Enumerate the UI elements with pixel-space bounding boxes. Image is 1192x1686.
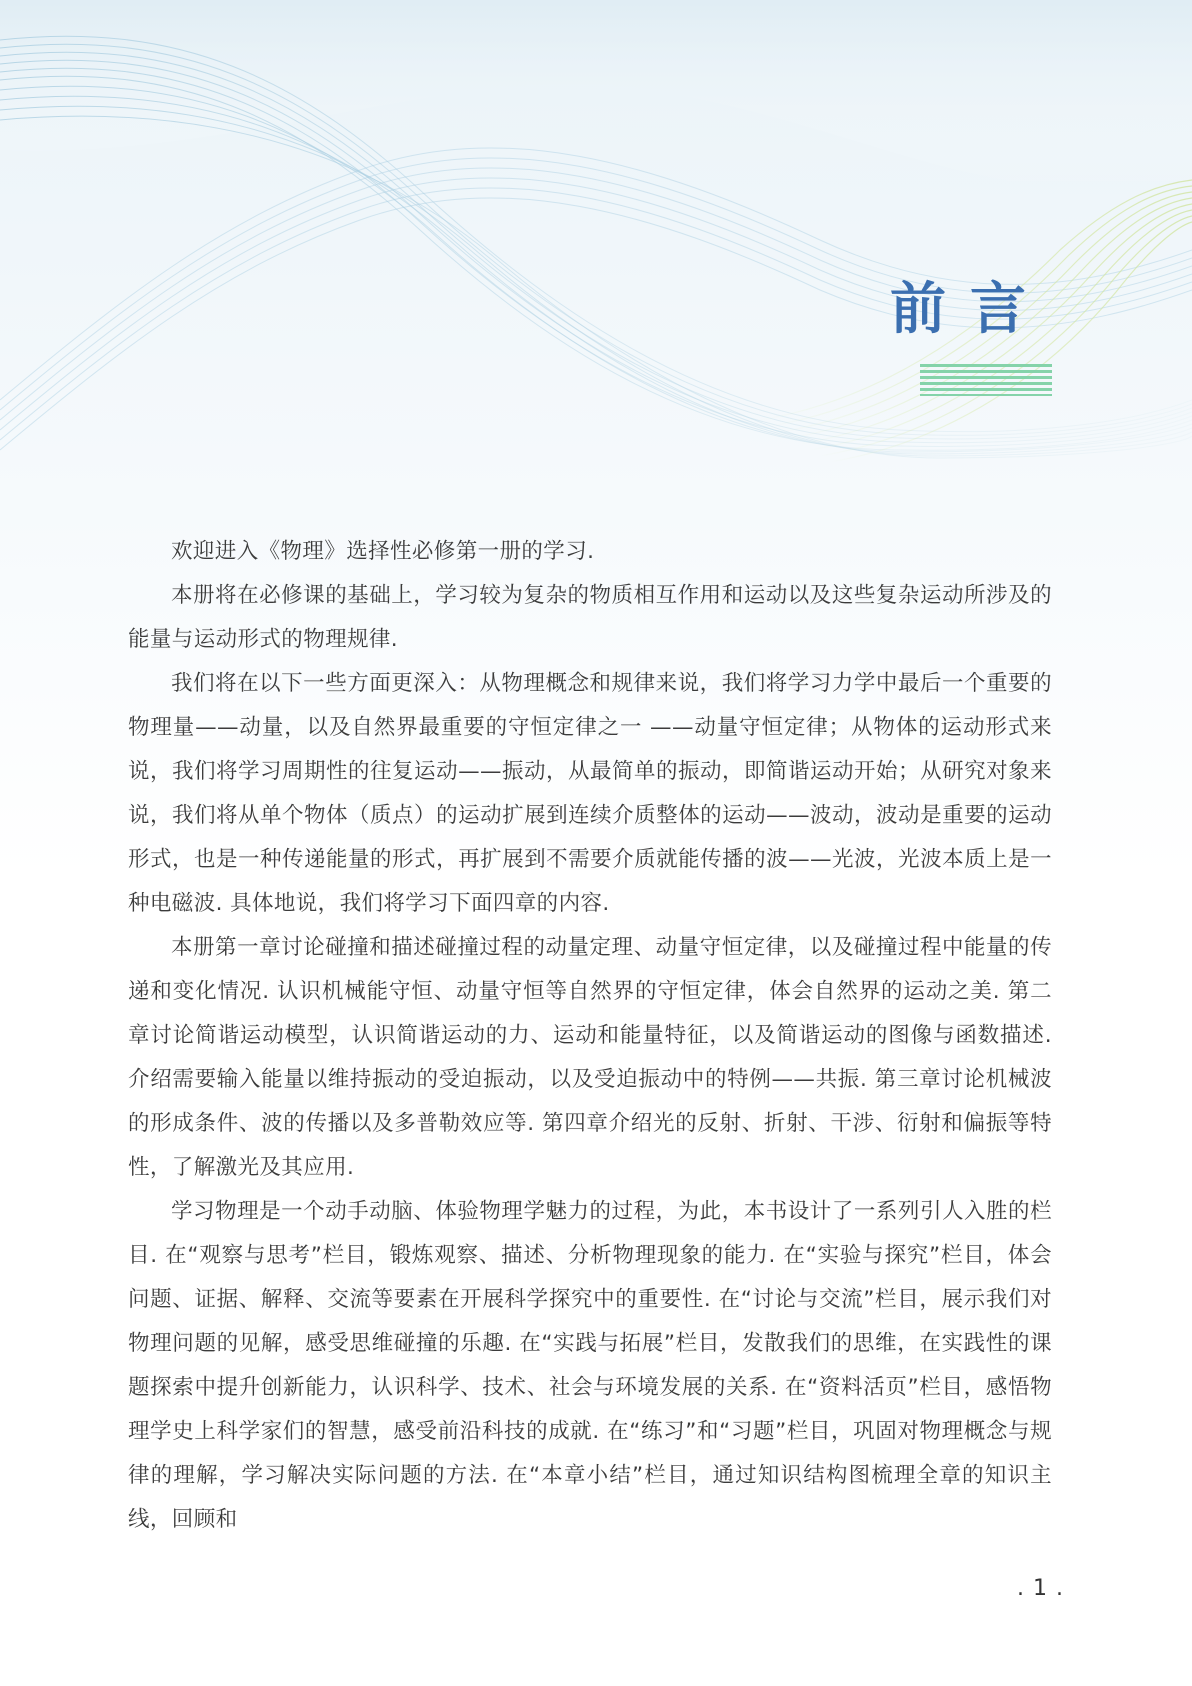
paragraph-3: 我们将在以下一些方面更深入：从物理概念和规律来说，我们将学习力学中最后一个重要的物理量——动量，以及自然界最重要的守恒定律之一 ——动量守恒定律；从物体的运动形式来说，我们将学习周期性的往复运动——振动，从最简单的振动，即简谐运动开始；从研究对象来说，我们将从单个物体（质点）的运动扩展到连续介质整体的运动——波动，波动是重要的运动形式，也是一种传递能量的形式，再扩展到不需要介质就能传播的波——光波，光波本质上是一种电磁波. 具体地说，我们将学习下面四章的内容. [128, 671, 1052, 916]
top-veil [0, 0, 1192, 189]
page-number: . 1 . [1017, 1576, 1064, 1601]
preface-body [128, 530, 1052, 1542]
page-title: 前言 [890, 277, 1050, 342]
paragraph-2: 本册将在必修课的基础上，学习较为复杂的物质相互作用和运动以及这些复杂运动所涉及的能量与运动形式的物理规律. [128, 583, 1052, 652]
green-stripe-bars-icon [920, 364, 1052, 396]
paragraph-5: 学习物理是一个动手动脑、体验物理学魅力的过程，为此，本书设计了一系列引人入胜的栏目. 在“观察与思考”栏目，锻炼观察、描述、分析物理现象的能力. 在“实验与探究”栏目，体会问题、证据、解释、交流等要素在开展科学探究中的重要性. 在“讨论与交流”栏目，展示我们对物理问题的见解，感受思维碰撞的乐趣. 在“实践与拓展”栏目，发散我们的思维，在实践性的课题探索中提升创新能力，认识科学、技术、社会与环境发展的关系. 在“资料活页”栏目，感悟物理学史上科学家们的智慧，感受前沿科技的成就. 在“练习”和“习题”栏目，巩固对物理概念与规律的理解，学习解决实际问题的方法. 在“本章小结”栏目，通过知识结构图梳理全章的知识主线，回顾和 [128, 1199, 1052, 1532]
paragraph-4: 本册第一章讨论碰撞和描述碰撞过程的动量定理、动量守恒定律，以及碰撞过程中能量的传递和变化情况. 认识机械能守恒、动量守恒等自然界的守恒定律，体会自然界的运动之美. 第二章讨论简谐运动模型，认识简谐运动的力、运动和能量特征，以及简谐运动的图像与函数描述. 介绍需要输入能量以维持振动的受迫振动，以及受迫振动中的特例——共振. 第三章讨论机械波的形成条件、波的传播以及多普勒效应等. 第四章介绍光的反射、折射、干涉、衍射和偏振等特性，了解激光及其应用. [128, 935, 1052, 1180]
paragraph-1: 欢迎进入《物理》选择性必修第一册的学习. [171, 539, 595, 564]
